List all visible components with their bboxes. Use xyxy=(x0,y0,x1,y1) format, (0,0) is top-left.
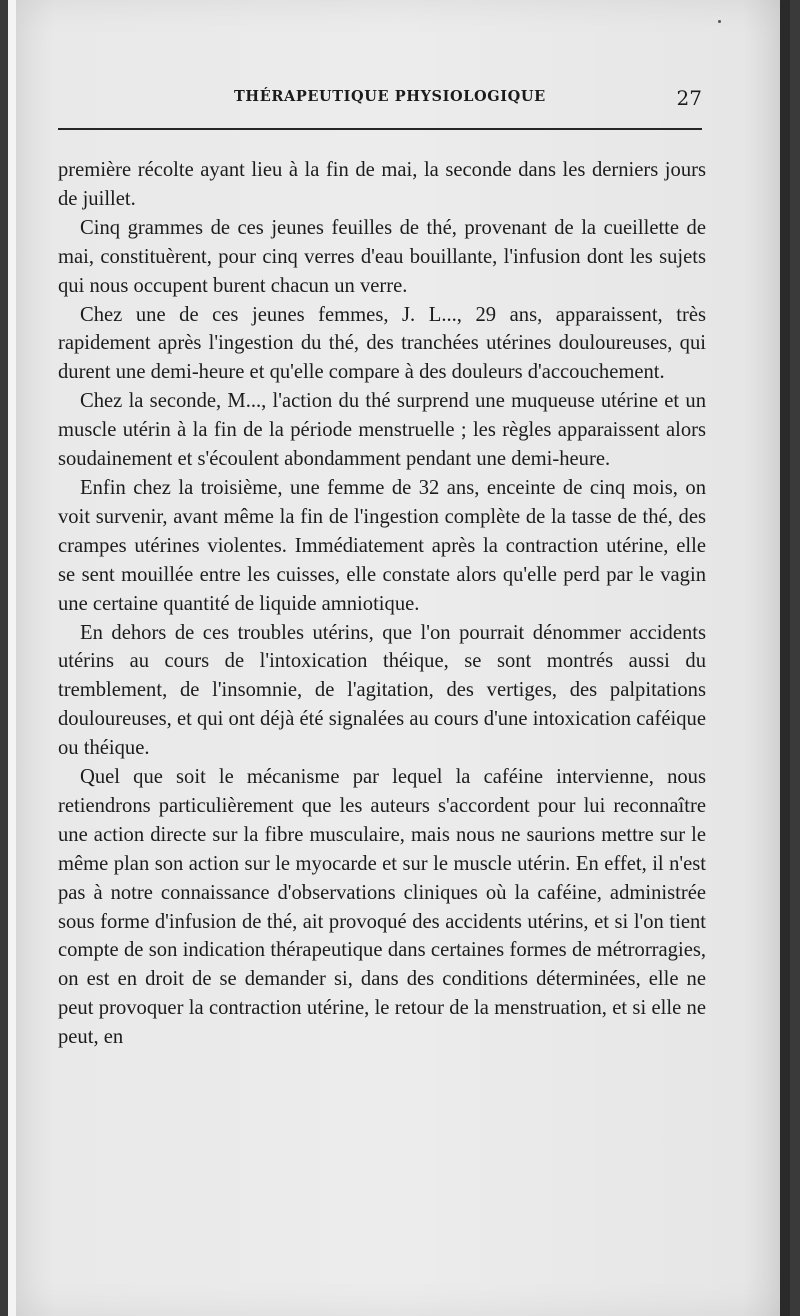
scan-dark-edge xyxy=(780,0,790,1316)
body-text xyxy=(58,156,706,1052)
page-left-margin xyxy=(8,0,16,1316)
paragraph-3: Chez une de ces jeunes femmes, J. L..., 29 ans, apparaissent, très rapidement après l'ingestion du thé, des tranchées utérines douloureuses, qui durent une demi-heure et qu'elle compare à des douleurs d'accouchement. xyxy=(58,303,706,384)
paragraph-6: En dehors de ces troubles utérins, que l'on pourrait dénommer accidents utérins au cours de l'intoxication théique, se sont montrés aussi du tremblement, de l'insomnie, de l'agitation, des vertiges, des palpitations douloureuses, et qui ont déjà été signalées au cours d'une intoxication caféique ou théique. xyxy=(58,621,706,760)
book-page xyxy=(8,0,790,1316)
paragraph-5: Enfin chez la troisième, une femme de 32 ans, enceinte de cinq mois, on voit survenir, avant même la fin de l'ingestion complète de la tasse de thé, des crampes utérines violentes. Immédiatement après la contraction utérine, elle se sent mouillée entre les cuisses, elle constate alors qu'elle perd par le vagin une certaine quantité de liquide amniotique. xyxy=(58,476,706,615)
page-number: 27 xyxy=(676,86,702,110)
running-header xyxy=(58,88,708,112)
paragraph-4: Chez la seconde, M..., l'action du thé surprend une muqueuse utérine et un muscle utérin à la fin de la période menstruelle ; les règles apparaissent alors soudainement et s'écoulent abondamment pendant une demi-heure. xyxy=(58,390,706,471)
paragraph-2: Cinq grammes de ces jeunes feuilles de thé, provenant de la cueillette de mai, constituèrent, pour cinq verres d'eau bouillante, l'infusion dont les sujets qui nous occupent burent chacun un verre. xyxy=(58,216,706,297)
running-title: THÉRAPEUTIQUE PHYSIOLOGIQUE xyxy=(234,88,546,105)
header-rule xyxy=(58,128,702,130)
paragraph-7: Quel que soit le mécanisme par lequel la caféine intervienne, nous retiendrons particulièrement que les auteurs s'accordent pour lui reconnaître une action directe sur la fibre musculaire, mais nous ne saurions mettre sur le même plan son action sur le myocarde et sur le muscle utérin. En effet, il n'est pas à notre connaissance d'observations cliniques où la caféine, administrée sous forme d'infusion de thé, ait provoqué des accidents utérins, et si l'on tient compte de son indication thérapeutique dans certaines formes de métrorragies, on est en droit de se demander si, dans des conditions déterminées, elle ne peut provoquer la contraction utérine, le retour de la menstruation, et si elle ne peut, en xyxy=(58,766,706,1049)
scan-speck xyxy=(718,20,721,23)
paragraph-1: première récolte ayant lieu à la fin de mai, la seconde dans les derniers jours de juillet. xyxy=(58,159,706,210)
